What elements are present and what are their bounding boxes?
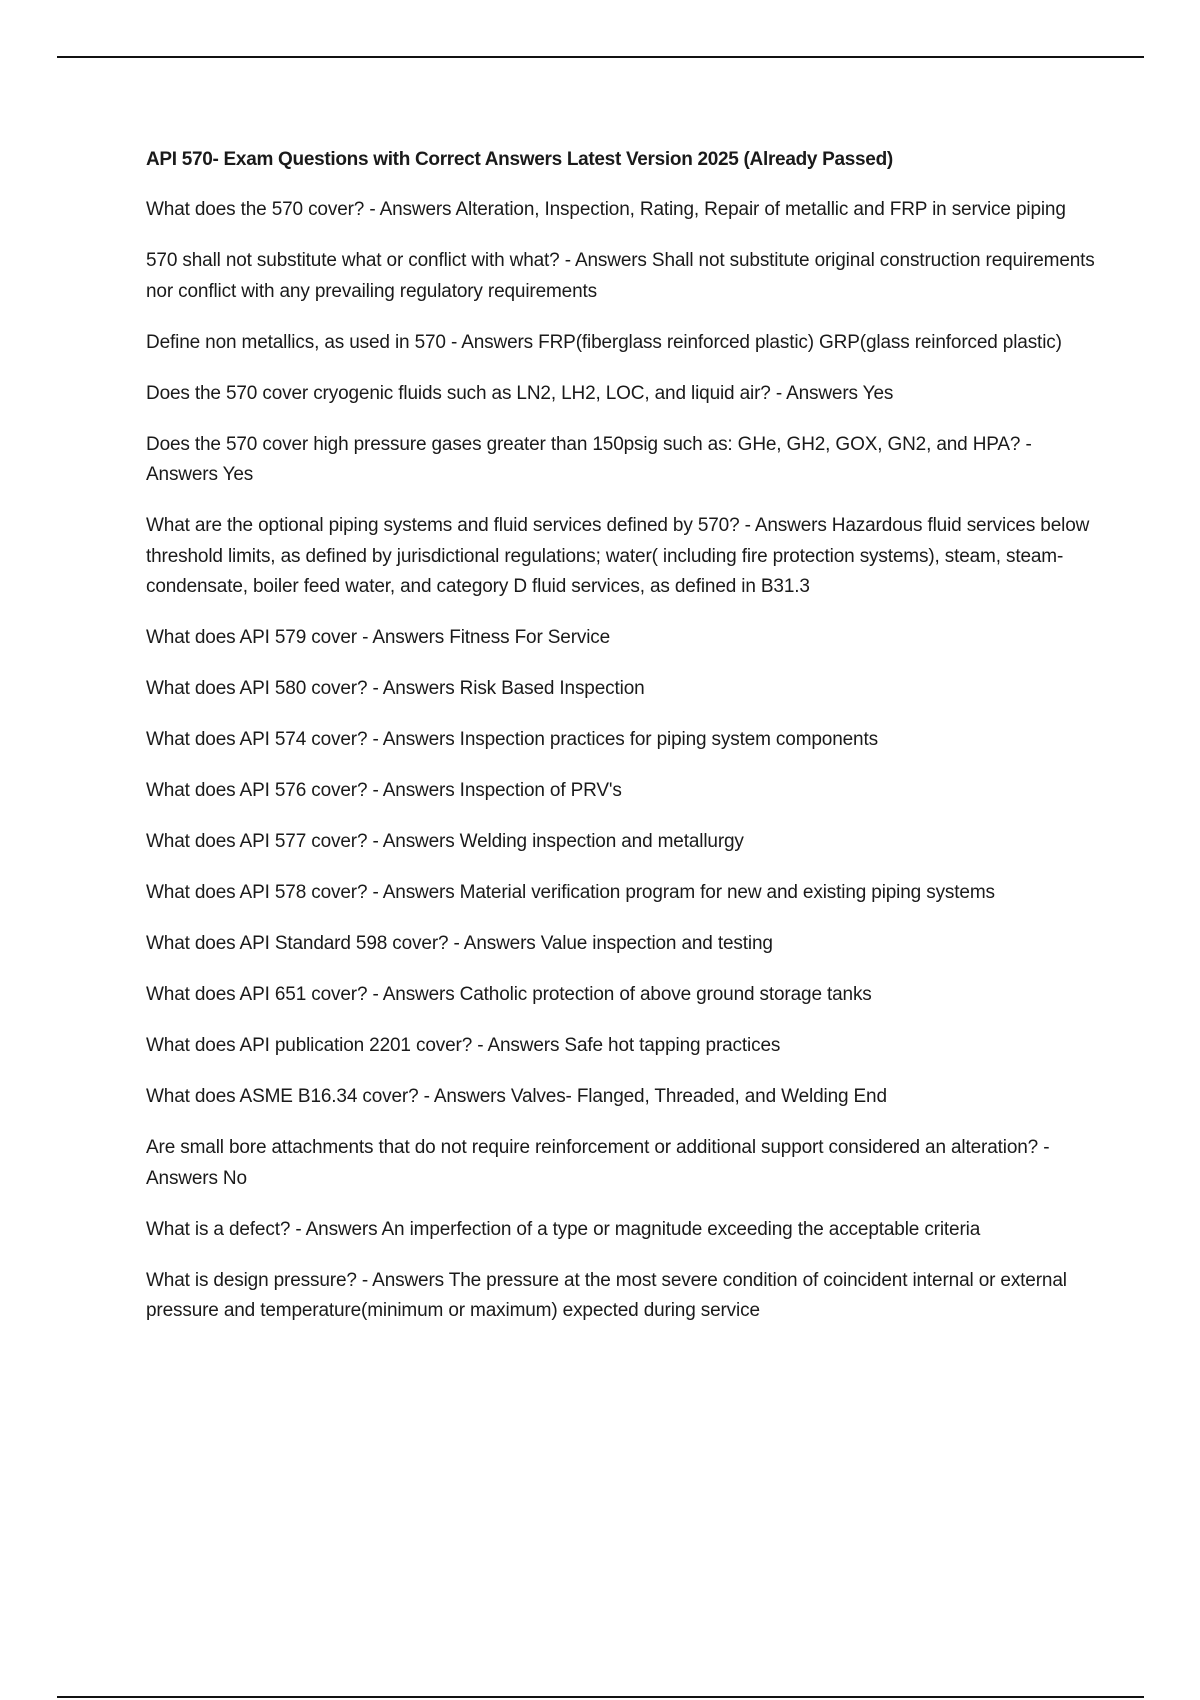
qa-item: What are the optional piping systems and fluid services defined by 570? - Answers Hazardous fluid services below threshold limits, as defined by jurisdictional regulations; water( including fire protection systems), steam, steam-condensate, boiler feed water, and category D fluid services, as defined in B31.3 (146, 515, 1090, 597)
qa-item: What does API 576 cover? - Answers Inspection of PRV's (146, 780, 622, 801)
qa-item: What does API 578 cover? - Answers Material verification program for new and existing piping systems (146, 882, 995, 903)
qa-item: What does API 651 cover? - Answers Catholic protection of above ground storage tanks (146, 984, 872, 1005)
document-title: API 570- Exam Questions with Correct Answers Latest Version 2025 (Already Passed) (146, 149, 893, 170)
qa-item: What does API Standard 598 cover? - Answers Value inspection and testing (146, 933, 773, 954)
qa-item: What does API 574 cover? - Answers Inspection practices for piping system components (146, 729, 878, 750)
header-rule (57, 56, 1144, 58)
qa-item: What does ASME B16.34 cover? - Answers Valves- Flanged, Threaded, and Welding End (146, 1086, 887, 1107)
qa-item: Are small bore attachments that do not require reinforcement or additional support considered an alteration? - Answers No (146, 1137, 1050, 1189)
qa-item: What does API 577 cover? - Answers Welding inspection and metallurgy (146, 831, 744, 852)
qa-item: What does API 579 cover - Answers Fitness For Service (146, 627, 611, 648)
qa-item: What does the 570 cover? - Answers Alteration, Inspection, Rating, Repair of metallic and FRP in service piping (146, 199, 1066, 220)
qa-item: Define non metallics, as used in 570 - Answers FRP(fiberglass reinforced plastic) GRP(glass reinforced plastic) (146, 331, 1062, 353)
qa-item: What is design pressure? - Answers The pressure at the most severe condition of coincident internal or external pressure and temperature(minimum or maximum) expected during service (146, 1269, 1067, 1321)
qa-item: What does API 580 cover? - Answers Risk Based Inspection (146, 678, 645, 699)
document-body (146, 146, 1106, 1347)
qa-item: What does API publication 2201 cover? - Answers Safe hot tapping practices (146, 1035, 781, 1056)
qa-item: Does the 570 cover high pressure gases greater than 150psig such as: GHe, GH2, GOX, GN2, and HPA? - Answers Yes (146, 433, 1032, 485)
qa-item: Does the 570 cover cryogenic fluids such as LN2, LH2, LOC, and liquid air? - Answers Yes (146, 382, 894, 404)
qa-item: What is a defect? - Answers An imperfection of a type or magnitude exceeding the acceptable criteria (146, 1218, 981, 1240)
footer-rule (57, 1696, 1144, 1698)
qa-item: 570 shall not substitute what or conflict with what? - Answers Shall not substitute original construction requirements nor conflict with any prevailing regulatory requirements (146, 250, 1095, 302)
